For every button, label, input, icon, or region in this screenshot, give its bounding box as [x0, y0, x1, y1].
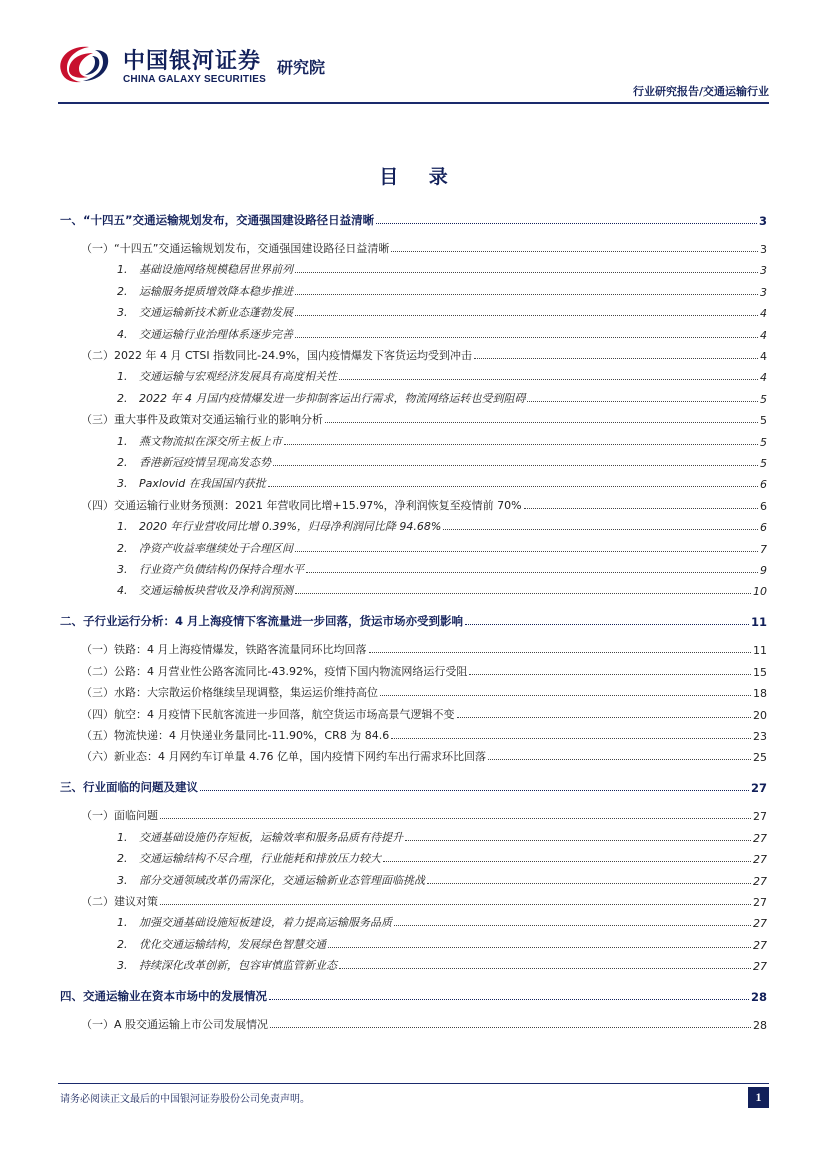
toc-leader-dots — [269, 999, 749, 1000]
toc-entry-page: 23 — [753, 730, 767, 743]
toc-leader-dots — [295, 337, 758, 338]
toc-entry[interactable] — [81, 704, 767, 722]
toc-leader-dots — [527, 401, 758, 402]
toc-entry-title — [117, 454, 273, 470]
toc-entry-text: 2022 年 4 月国内疫情爆发进一步抑制客运出行需求，物流网络运转也受到阻碍 — [139, 391, 526, 405]
toc-entry-title — [60, 779, 200, 795]
toc-entry-text: 运输服务提质增效降本稳步推进 — [139, 284, 293, 298]
toc-entry-title — [81, 1016, 270, 1032]
toc-entry[interactable] — [117, 538, 767, 556]
toc-entry-title — [117, 957, 339, 973]
toc-leader-dots — [295, 593, 751, 594]
toc-entry-text: 一、“十四五”交通运输规划发布，交通强国建设路径日益清晰 — [60, 213, 375, 227]
toc-entry-number: 1. — [117, 830, 128, 844]
toc-entry[interactable] — [60, 986, 767, 1004]
toc-entry-number: 2. — [117, 852, 128, 866]
toc-entry[interactable] — [60, 210, 767, 228]
toc-entry[interactable] — [81, 661, 767, 679]
toc-leader-dots — [474, 358, 758, 359]
toc-entry-title — [117, 518, 443, 534]
toc-entry-number: 4. — [117, 584, 128, 598]
toc-entry-number: 2. — [117, 456, 128, 469]
toc-entry-title — [117, 872, 427, 888]
toc-entry-number: 1. — [117, 370, 128, 384]
toc-entry-page: 4 — [760, 307, 767, 321]
toc-entry-page: 4 — [760, 328, 767, 342]
toc-leader-dots — [524, 508, 758, 509]
toc-entry[interactable] — [81, 682, 767, 700]
toc-entry-title — [117, 850, 383, 866]
toc-entry-title — [117, 582, 295, 598]
toc-entry-title — [81, 663, 469, 679]
toc-entry[interactable] — [117, 559, 767, 577]
toc-entry-page: 28 — [753, 1019, 767, 1033]
toc-entry-title — [117, 304, 295, 320]
toc-entry-text: （一）“十四五”交通运输规划发布，交通强国建设路径日益清晰 — [81, 242, 390, 255]
toc-entry-text: 香港新冠疫情呈现高发态势 — [139, 456, 271, 469]
footer-disclaimer: 请务必阅读正文最后的中国银河证券股份公司免责声明。 — [60, 1094, 310, 1105]
toc-entry[interactable] — [81, 1014, 767, 1032]
toc-entry-number: 3. — [117, 477, 128, 491]
toc-entry-page: 27 — [753, 896, 767, 909]
toc-entry-page: 5 — [760, 414, 767, 428]
toc-entry-text: （一）A 股交通运输上市公司发展情况 — [81, 1018, 269, 1032]
toc-entry-number: 1. — [117, 434, 128, 448]
toc-leader-dots — [160, 904, 751, 905]
brand-name-cn: 中国银河证券 — [123, 49, 262, 74]
toc-leader-dots — [457, 717, 752, 718]
toc-leader-dots — [405, 840, 751, 841]
toc-entry[interactable] — [117, 580, 767, 598]
toc-entry[interactable] — [117, 473, 767, 491]
toc-entry-text: （一）铁路：4 月上海疫情爆发，铁路客流量同环比均回落 — [81, 643, 367, 657]
toc-entry-title — [81, 893, 160, 909]
toc-entry-number: 3. — [117, 873, 128, 887]
toc-entry-page: 27 — [753, 917, 767, 931]
toc-entry-page: 6 — [760, 499, 767, 513]
toc-entry-text: 交通运输结构不尽合理，行业能耗和排放压力较大 — [139, 852, 381, 866]
toc-entry-number: 1. — [117, 263, 128, 277]
toc-entry-text: （二）公路：4 月营业性公路客流同比-43.92%，疫情下国内物流网络运行受阻 — [81, 664, 468, 678]
header-divider — [58, 102, 769, 104]
toc-entry-title — [81, 807, 160, 823]
toc-entry-text: （三）重大事件及政策对交通运输行业的影响分析 — [81, 413, 323, 427]
toc-entry-text: 交通运输新技术新业态蓬勃发展 — [139, 306, 293, 320]
toc-leader-dots — [270, 1027, 751, 1028]
toc-entry-title — [81, 748, 488, 764]
galaxy-logo-icon — [55, 41, 113, 87]
toc-entry[interactable] — [81, 345, 767, 363]
toc-entry-number: 2. — [117, 937, 128, 951]
toc-entry-text: 交通运输板块营收及净利润预测 — [139, 584, 293, 598]
toc-entry-text: 持续深化改革创新，包容审慎监管新业态 — [139, 959, 337, 973]
toc-entry-page: 6 — [760, 478, 767, 492]
toc-title: 目 录 — [379, 166, 460, 188]
toc-entry-number: 3. — [117, 959, 128, 973]
toc-entry-number: 2. — [117, 391, 128, 405]
toc-entry-page: 20 — [753, 708, 767, 722]
toc-entry-text: 四、交通运输业在资本市场中的发展情况 — [60, 989, 267, 1004]
toc-entry-number: 1. — [117, 916, 128, 930]
toc-entry-page: 3 — [760, 264, 767, 278]
page-number: 1 — [748, 1087, 769, 1108]
toc-entry-text: （一）面临问题 — [81, 809, 158, 823]
toc-entry-page: 27 — [753, 831, 767, 845]
toc-entry-title — [81, 497, 524, 513]
toc-entry-title — [117, 540, 295, 556]
toc-entry-title — [81, 706, 457, 722]
toc-leader-dots — [469, 674, 751, 675]
toc-entry-title — [81, 411, 325, 427]
toc-entry[interactable] — [117, 324, 767, 342]
toc-entry-page: 28 — [750, 990, 767, 1005]
toc-entry-page: 4 — [760, 350, 767, 363]
toc-leader-dots — [391, 251, 758, 252]
toc-leader-dots — [376, 223, 757, 224]
toc-entry-page: 5 — [760, 457, 767, 470]
toc-leader-dots — [339, 379, 758, 380]
toc-entry[interactable] — [117, 259, 767, 277]
toc-entry-text: Paxlovid 在我国国内获批 — [139, 477, 266, 491]
toc-entry-page: 27 — [753, 853, 767, 867]
toc-entry-text: （二）2022 年 4 月 CTSI 指数同比-24.9%，国内疫情爆发下客货运均受到冲击 — [81, 349, 473, 362]
toc-entry-page: 27 — [753, 810, 767, 824]
toc-entry[interactable] — [81, 639, 767, 657]
toc-entry-title — [117, 561, 306, 577]
toc-entry-page: 4 — [760, 371, 767, 385]
toc-entry[interactable] — [117, 827, 767, 845]
toc-entry-text: 加强交通基础设施短板建设，着力提高运输服务品质 — [139, 916, 392, 930]
toc-entry-title — [81, 347, 474, 363]
toc-entry-page: 5 — [760, 392, 767, 406]
footer-divider — [58, 1083, 769, 1084]
toc-entry-number: 2. — [117, 284, 128, 298]
toc-entry-page: 27 — [750, 781, 767, 796]
toc-entry-page: 18 — [753, 687, 767, 701]
toc-entry-page: 25 — [753, 751, 767, 765]
toc-entry-text: 燕文物流拟在深交所主板上市 — [139, 434, 282, 448]
toc-entry[interactable] — [117, 452, 767, 470]
toc-entry-title — [60, 613, 465, 629]
toc-entry-number: 2. — [117, 541, 128, 555]
toc-entry-text: 二、子行业运行分析：4 月上海疫情下客流量进一步回落，货运市场亦受到影响 — [60, 614, 464, 629]
toc-entry-title — [117, 433, 284, 449]
toc-leader-dots — [160, 818, 751, 819]
toc-entry[interactable] — [117, 302, 767, 320]
toc-leader-dots — [369, 652, 752, 653]
toc-entry-text: （四）交通运输行业财务预测：2021 年营收同比增+15.97%，净利润恢复至疫情前 70% — [81, 498, 522, 512]
toc-entry[interactable] — [117, 516, 767, 534]
toc-entry-title — [117, 283, 295, 299]
toc-entry-text: 净资产收益率继续处于合理区间 — [139, 541, 293, 555]
toc-leader-dots — [427, 883, 751, 884]
toc-entry[interactable] — [81, 495, 767, 513]
toc-entry-title — [117, 261, 295, 277]
toc-entry-text: （三）水路：大宗散运价格继续呈现调整，集运运价维持高位 — [81, 686, 378, 700]
toc-entry[interactable] — [60, 777, 767, 795]
toc-entry-number: 3. — [117, 563, 128, 576]
toc-entry[interactable] — [81, 805, 767, 823]
toc-entry-page: 3 — [758, 214, 767, 228]
toc-entry-text: （二）建议对策 — [81, 895, 158, 908]
toc-leader-dots — [339, 968, 751, 969]
toc-entry-title — [81, 684, 380, 700]
toc-entry[interactable] — [60, 611, 767, 629]
toc-leader-dots — [443, 529, 758, 530]
brand-name-en: CHINA GALAXY SECURITIES — [123, 74, 266, 85]
page-header — [0, 0, 827, 104]
report-type: 行业研究报告/交通运输行业 — [632, 85, 769, 98]
toc-entry-page: 6 — [760, 521, 767, 535]
toc-entry-title — [81, 641, 369, 657]
toc-entry[interactable] — [117, 934, 767, 952]
toc-entry[interactable] — [117, 431, 767, 449]
toc-entry[interactable] — [117, 281, 767, 299]
toc-entry-title — [117, 475, 268, 491]
toc-entry-text: （五）物流快递：4 月快递业务量同比-11.90%，CR8 为 84.6 — [81, 729, 390, 742]
toc-leader-dots — [391, 738, 751, 739]
toc-leader-dots — [200, 790, 749, 791]
toc-entry-text: 优化交通运输结构，发展绿色智慧交通 — [139, 937, 326, 951]
toc-entry-title — [117, 936, 328, 952]
toc-entry-title — [117, 326, 295, 342]
toc-entry-number: 4. — [117, 327, 128, 341]
toc-entry-title — [81, 240, 391, 256]
toc-leader-dots — [268, 486, 758, 487]
toc-entry-page: 27 — [753, 938, 767, 952]
toc-entry-title — [117, 390, 527, 406]
toc-entry-text: 交通基础设施仍存短板，运输效率和服务品质有待提升 — [139, 830, 403, 844]
toc-entry-number: 3. — [117, 306, 128, 320]
toc-entry-text: 基础设施网络规模稳居世界前列 — [139, 263, 293, 277]
toc-entry[interactable] — [117, 870, 767, 888]
brand-institute: 研究院 — [277, 58, 326, 77]
toc-entry[interactable] — [81, 746, 767, 764]
toc-entry-title — [60, 212, 376, 228]
toc-entry-page: 15 — [753, 665, 767, 679]
toc-entry-title — [117, 914, 394, 930]
toc-leader-dots — [394, 925, 751, 926]
toc-entry-page: 10 — [753, 585, 767, 599]
toc-entry[interactable] — [81, 238, 767, 256]
toc-leader-dots — [295, 272, 758, 273]
toc-leader-dots — [273, 465, 758, 466]
toc-leader-dots — [328, 947, 751, 948]
toc-leader-dots — [383, 861, 751, 862]
toc-entry-text: 三、行业面临的问题及建议 — [60, 780, 198, 795]
toc-leader-dots — [284, 444, 758, 445]
toc-entry-number: 1. — [117, 520, 128, 534]
toc-entry-text: （四）航空：4 月疫情下民航客流进一步回落，航空货运市场高景气逻辑不变 — [81, 707, 455, 721]
toc-entry[interactable] — [81, 725, 767, 743]
toc-entry-text: 交通运输与宏观经济发展具有高度相关性 — [139, 370, 337, 384]
toc-entry-text: 交通运输行业治理体系逐步完善 — [139, 327, 293, 341]
toc-entry-text: 部分交通领域改革仍需深化，交通运输新业态管理面临挑战 — [139, 873, 425, 887]
toc-entry[interactable] — [117, 912, 767, 930]
toc-entry-title — [81, 727, 391, 743]
toc-entry[interactable] — [81, 409, 767, 427]
toc-entry-page: 5 — [760, 435, 767, 449]
toc-entry[interactable] — [81, 891, 767, 909]
toc-entry-page: 3 — [760, 243, 767, 256]
toc-entry-text: 行业资产负债结构仍保持合理水平 — [139, 563, 304, 576]
toc-entry-title — [117, 368, 339, 384]
toc-leader-dots — [380, 695, 751, 696]
toc-entry-page: 27 — [753, 960, 767, 974]
toc-entry-text: 2020 年行业营收同比增 0.39%，归母净利润同比降 94.68% — [139, 520, 442, 534]
toc-entry-page: 9 — [760, 564, 767, 577]
toc-leader-dots — [295, 294, 758, 295]
toc-entry[interactable] — [117, 366, 767, 384]
toc-leader-dots — [295, 315, 758, 316]
toc-leader-dots — [295, 551, 758, 552]
toc-entry-text: （六）新业态：4 月网约车订单量 4.76 亿单，国内疫情下网约车出行需求环比回落 — [81, 750, 486, 764]
toc-entry-page: 11 — [750, 615, 767, 630]
toc-entry-title — [117, 829, 405, 845]
toc-entry[interactable] — [117, 388, 767, 406]
toc-entry-page: 7 — [760, 542, 767, 556]
toc-leader-dots — [465, 624, 749, 625]
toc-entry-page: 3 — [760, 285, 767, 299]
toc-leader-dots — [488, 759, 751, 760]
toc-leader-dots — [325, 422, 758, 423]
toc-leader-dots — [306, 572, 758, 573]
toc-entry-title — [60, 988, 269, 1004]
toc-entry[interactable] — [117, 848, 767, 866]
toc-entry-page: 27 — [753, 874, 767, 888]
toc-entry[interactable] — [117, 955, 767, 973]
toc-entry-page: 11 — [753, 644, 767, 658]
